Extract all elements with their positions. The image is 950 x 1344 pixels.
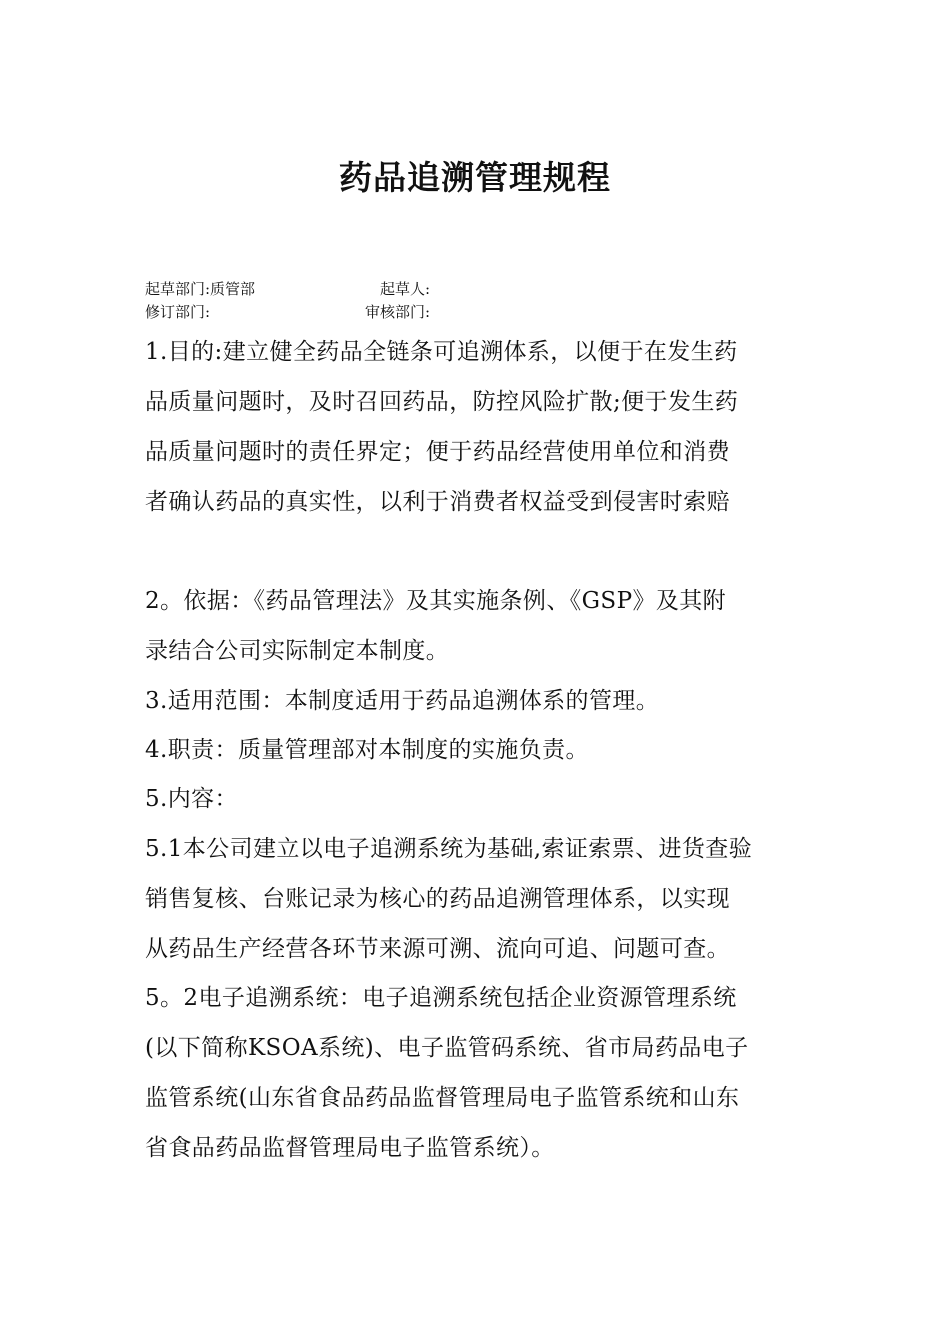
text-line: 销售复核、台账记录为核心的药品追溯管理体系，以实现 [145, 886, 730, 912]
section-responsibility [145, 725, 809, 775]
text-line: (以下简称KSOA系统)、电子监管码系统、省市局药品电子 [145, 1035, 749, 1061]
text-line: 4.职责：质量管理部对本制度的实施负责。 [145, 737, 589, 763]
text-line: 1.目的:建立健全药品全链条可追溯体系，以便于在发生药 [145, 339, 738, 365]
text-line: 2。依据：《药品管理法》及其实施条例、《GSP》及其附 [145, 588, 727, 614]
text-line: 5.1本公司建立以电子追溯系统为基础,索证索票、进货查验 [145, 836, 753, 862]
section-scope [145, 676, 809, 726]
draft-department: 起草部门:质管部 [145, 280, 256, 298]
text-line: 品质量问题时，及时召回药品，防控风险扩散;便于发生药 [145, 389, 739, 415]
text-line: 录结合公司实际制定本制度。 [145, 638, 450, 664]
text-line: 5.内容： [145, 786, 238, 812]
section-purpose [145, 327, 809, 527]
text-line: 从药品生产经营各环节来源可溯、流向可追、问题可查。 [145, 936, 730, 962]
review-department: 审核部门: [365, 303, 431, 321]
section-5-1 [145, 824, 809, 974]
section-content-heading [145, 774, 809, 824]
text-line: 5。2电子追溯系统：电子追溯系统包括企业资源管理系统 [145, 985, 737, 1011]
document-title: 药品追溯管理规程 [339, 158, 611, 197]
text-line: 监管系统(山东省食品药品监督管理局电子监管系统和山东 [145, 1085, 740, 1111]
text-line: 者确认药品的真实性，以利于消费者权益受到侵害时索赔 [145, 489, 730, 515]
section-5-2 [145, 973, 809, 1173]
text-line: 省食品药品监督管理局电子监管系统）。 [145, 1135, 555, 1161]
text-line: 品质量问题时的责任界定；便于药品经营使用单位和消费 [145, 439, 730, 465]
text-line: 3.适用范围：本制度适用于药品追溯体系的管理。 [145, 688, 660, 714]
section-basis [145, 576, 809, 676]
revise-department: 修订部门: [145, 303, 211, 321]
drafter: 起草人: [380, 280, 431, 298]
